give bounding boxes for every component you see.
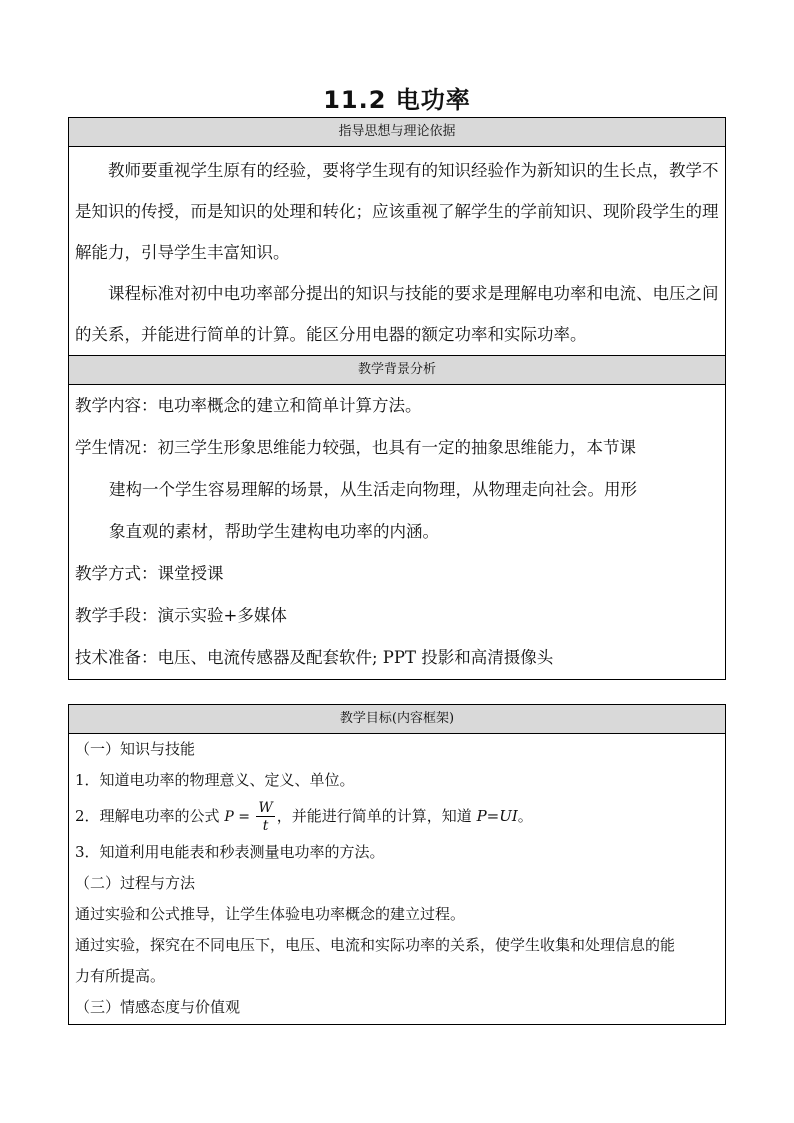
knowledge-item-2-end: 。 <box>517 807 533 825</box>
goals-body <box>69 734 726 1025</box>
knowledge-item-2-prefix: 2．理解电功率的公式 <box>75 807 220 825</box>
knowledge-title: （一）知识与技能 <box>75 740 196 758</box>
power-formula-denominator: t <box>262 818 269 834</box>
guidance-heading: 指导思想与理论依据 <box>69 118 726 147</box>
background-students-line-2: 建构一个学生容易理解的场景，从生活走向物理，从物理走向社会。用形 <box>109 480 637 499</box>
power-formula <box>224 797 276 837</box>
knowledge-item-1: 1．知道电功率的物理意义、定义、单位。 <box>75 771 355 789</box>
process-item-1: 通过实验和公式推导，让学生体验电功率概念的建立过程。 <box>75 905 466 923</box>
background-heading: 教学背景分析 <box>69 356 726 385</box>
knowledge-item-2 <box>69 796 725 837</box>
knowledge-item-2-suffix: ，并能进行简单的计算，知道 <box>276 807 477 825</box>
guidance-paragraph-1: 教师要重视学生原有的经验，要将学生现有的知识经验作为新知识的生长点，教学不是知识的传授，而是知识的处理和转化；应该重视了解学生的学前知识、现阶段学生的理解能力，引导学生丰富知识。 <box>75 161 719 262</box>
background-content: 教学内容：电功率概念的建立和简单计算方法。 <box>75 396 422 415</box>
background-means: 教学手段：演示实验+多媒体 <box>75 606 287 625</box>
goals-heading: 教学目标(内容框架) <box>69 705 726 734</box>
background-students-line-1: 学生情况：初三学生形象思维能力较强，也具有一定的抽象思维能力，本节课 <box>75 438 636 457</box>
emotion-title: （三）情感态度与价值观 <box>75 998 241 1016</box>
knowledge-item-3: 3．知道利用电能表和秒表测量电功率的方法。 <box>75 843 385 861</box>
page-title: 11.2 电功率 <box>323 86 471 114</box>
background-students-line-3: 象直观的素材，帮助学生建构电功率的内涵。 <box>109 522 439 541</box>
process-title: （二）过程与方法 <box>75 874 196 892</box>
pui-formula: P=UI <box>476 807 518 825</box>
background-method: 教学方式：课堂授课 <box>75 564 224 583</box>
power-formula-fraction <box>256 801 274 833</box>
guidance-and-background-table <box>68 117 726 680</box>
process-item-2-line-2: 力有所提高。 <box>75 967 166 985</box>
power-formula-numerator: W <box>258 800 273 816</box>
goals-table <box>68 704 726 1025</box>
background-body <box>69 385 726 680</box>
guidance-paragraph-2: 课程标准对初中电功率部分提出的知识与技能的要求是理解电功率和电流、电压之间的关系，并能进行简单的计算。能区分用电器的额定功率和实际功率。 <box>75 284 719 344</box>
power-formula-lhs: P = <box>224 809 250 825</box>
background-tech: 技术准备：电压、电流传感器及配套软件; PPT 投影和高清摄像头 <box>75 648 554 667</box>
process-item-2-line-1: 通过实验，探究在不同电压下，电压、电流和实际功率的关系，使学生收集和处理信息的能 <box>75 936 676 954</box>
guidance-body <box>69 147 726 356</box>
